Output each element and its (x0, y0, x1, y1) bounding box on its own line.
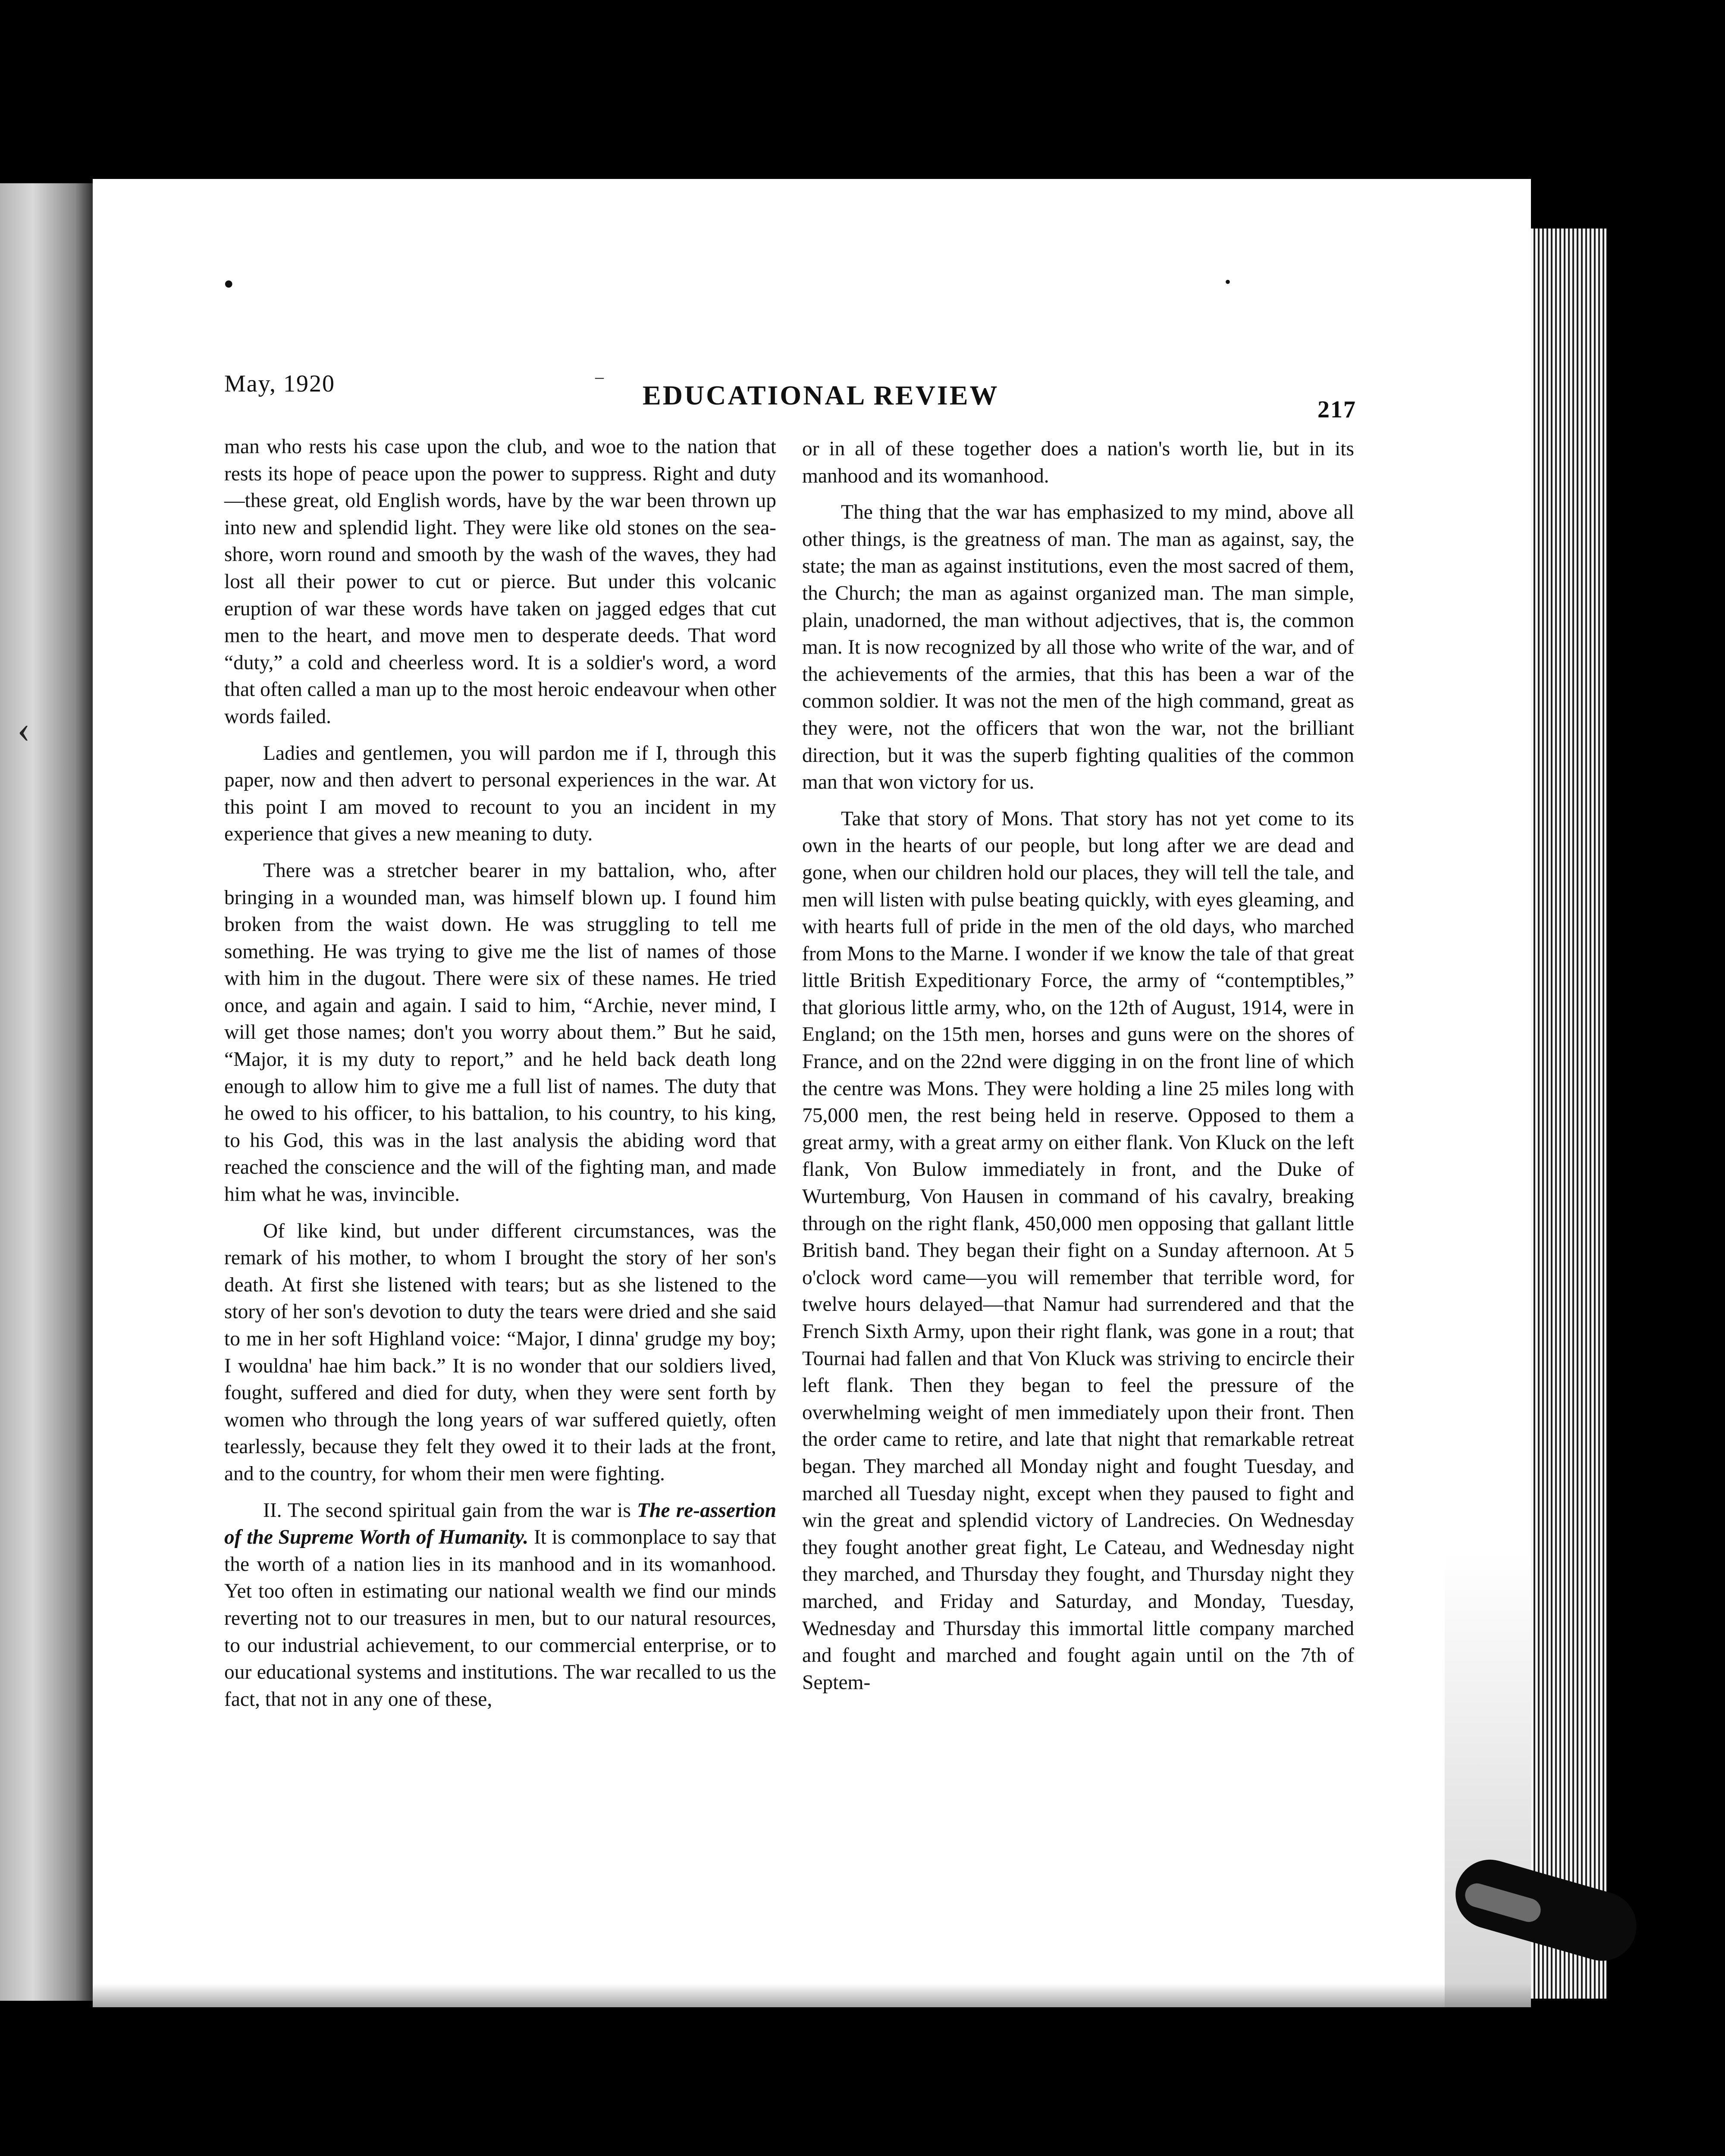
text-column-left (224, 433, 776, 2007)
paragraph: Of like kind, but under different circumstances, was the remark of his mother, to whom I brought the story of her son's death. At first she listened with tears; but as she listened to the story of her son's devotion to duty the tears were dried and she said to me in her soft Highland voice: “Major, I dinna' grudge my boy; I wouldna' hae him back.” It is no wonder that our soldiers lived, fought, suffered and died for duty, when they were sent forth by women who through the long years of war suffered quietly, often tearlessly, because they felt they owed it to their lads at the front, and to the country, for whom their men were fighting. (224, 1219, 776, 1485)
stray-mark-top: – (595, 367, 604, 386)
page-edges-right (1531, 229, 1606, 1999)
paragraph: The thing that the war has emphasized to my mind, above all other things, is the greatness of man. The man as against, say, the state; the man as against institutions, even the most sacred of them, the Church; the man as against organized man. The man simple, plain, unadorned, the man without adjectives, that is, the common man. It is now recognized by all those who write of the war, and of the achievements of the armies, that this has been a war of the common soldier. It was not the men of the high command, great as they were, not the officers that won the war, not the brilliant direction, but it was the superb fighting qualities of the common man that won victory for us. (802, 501, 1354, 794)
paragraph: man who rests his case upon the club, and woe to the nation that rests its hope of peace upon the power to suppress. Right and duty—these great, old English words, have by the war been thrown up into new and splendid light. They were like old stones on the sea-shore, worn round and smooth by the wash of the waves, they had lost all their power to cut or pierce. But under this volcanic eruption of war these words have taken on jagged edges that cut men to the heart, and move men to desperate deeds. That word “duty,” a cold and cheerless word. It is a soldier's word, a word that often called a man up to the most heroic endeavour when other words failed. (224, 436, 776, 728)
paragraph-intro: The second spiritual gain from the war is (287, 1499, 631, 1522)
paragraph-section-two (224, 1497, 776, 1713)
paragraph: or in all of these together does a nation's worth lie, but in its manhood and its womanhood. (802, 438, 1354, 487)
section-numeral: II. (263, 1499, 282, 1522)
stray-mark-left: • (223, 268, 234, 301)
page-right-shadow (1445, 1552, 1531, 2007)
marginal-pencil-mark: ‹ (17, 708, 30, 751)
book-binding-left (0, 183, 94, 2001)
running-head-date: May, 1920 (224, 370, 336, 397)
paragraph: Ladies and gentlemen, you will pardon me if I, through this paper, now and then advert to personal experiences in the war. At this point I am moved to recount to you an incident in my experience that gives a new meaning to duty. (224, 742, 776, 846)
page-number: 217 (1317, 396, 1356, 423)
paragraph: Take that story of Mons. That story has not yet come to its own in the hearts of our people, but long after we are dead and gone, when our children hold our places, they will tell the tale, and men will listen with pulse beating quickly, with eyes gleaming, and with hearts full of pride in the men of the old days, who marched from Mons to the Marne. I wonder if we know the tale of that great little British Expeditionary Force, the army of “contemptibles,” that glorious little army, who, on the 12th of August, 1914, were in England; on the 15th men, horses and guns were on the shores of France, and on the 22nd were digging in on the front line of which the centre was Mons. They were holding a line 25 miles long with 75,000 men, the rest being held in reserve. Opposed to them a great army, with a great army on either flank. Von Kluck on the left flank, Von Bulow immediately in front, and the Duke of Wurtemburg, Von Hausen in command of his cavalry, breaking through on the right flank, 450,000 men opposing that gallant little British band. They began their fight on a Sunday afternoon. At 5 o'clock word came—you will remember that terrible word, for twelve hours delayed—that Namur had surrendered and that the French Sixth Army, upon their right flank, was gone in a rout; that Tournai had fallen and that Von Kluck was striving to encircle their left flank. Then they began to feel the pressure of the overwhelming weight of men immediately upon their front. Then the order came to retire, and late that night that remarkable retreat began. They marched all Monday night and fought Tuesday, and marched all Tuesday night, except when they paused to fight and win the great and splendid victory of Landrecies. On Wednesday they fought another great fight, Le Cateau, and Wednesday night they marched, and Thursday they fought, and Thursday night they marched, and Friday and Saturday, and Monday, Tuesday, Wednesday and Thursday this immortal little company marched and fought and marched and fought again until on the 7th of Septem- (802, 807, 1354, 1694)
running-head-title: EDUCATIONAL REVIEW (643, 380, 999, 411)
paragraph: There was a stretcher bearer in my battalion, who, after bringing in a wounded man, was himself blown up. I found him broken from the waist down. He was struggling to tell me something. He was trying to give me the list of names of those with him in the dugout. There were six of these names. He tried once, and again and again. I said to him, “Archie, never mind, I will get those names; don't you worry about them.” But he said, “Major, it is my duty to report,” and he held back death long enough to allow him to give me a full list of names. The duty that he owed to his officer, to his battalion, to his country, to his king, to his God, this was in the last analysis the abiding word that reached the conscience and the will of the fighting man, and made him what he was, invincible. (224, 859, 776, 1206)
text-column-right (802, 436, 1354, 2009)
stray-mark-right: • (1225, 272, 1231, 291)
paragraph-rest: It is commonplace to say that the worth of a nation lies in its manhood and in its womanhood. Yet too often in estimating our national wealth we find our minds reverting not to our treasures in men, but to our natural resources, to our industrial achievement, to our commercial enterprise, or to our educational systems and institutions. The war recalled to us the fact, that not in any one of these, (224, 1526, 776, 1711)
section-title: The re-assertion of the Supreme Worth of Humanity. (224, 1499, 777, 1549)
